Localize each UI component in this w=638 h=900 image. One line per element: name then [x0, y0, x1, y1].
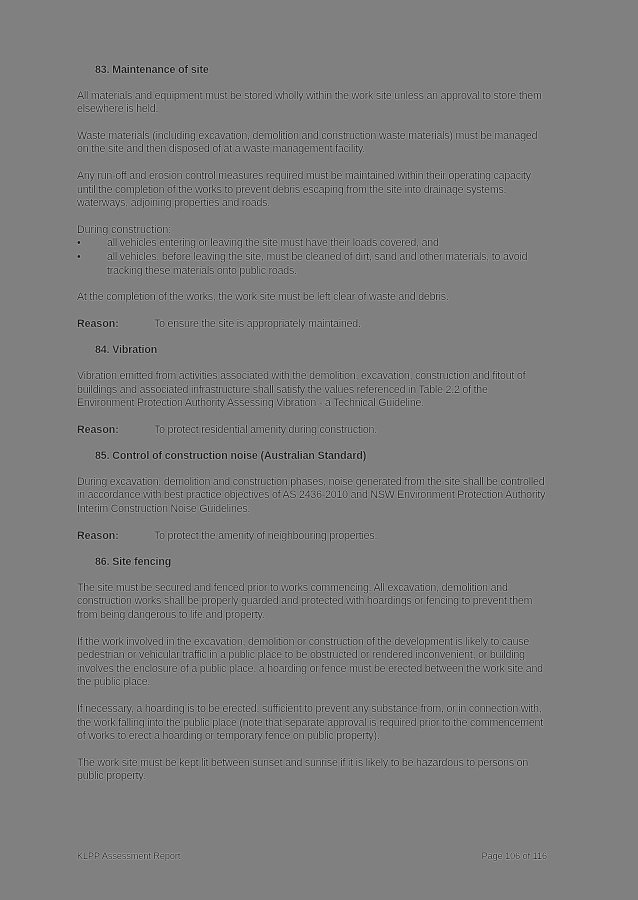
- section-86-paragraph-1: The site must be secured and fenced prior to works commencing. All excavation, demolition and construction works shall be properly guarded and protected with hoardings or fencing to prevent them from being dangerous to life and property.: [77, 581, 533, 622]
- list-item: [77, 237, 547, 251]
- section-83-heading: 83. Maintenance of site: [95, 64, 209, 76]
- page-footer: [77, 850, 547, 864]
- reason-text: To ensure the site is appropriately maintained.: [154, 317, 361, 330]
- section-85-heading: 85. Control of construction noise (Australian Standard): [95, 450, 367, 463]
- section-84-paragraph-1: Vibration emitted from activities associated with the demolition, excavation, construction and fitout of buildings and associated infrastructure shall satisfy the values referenced in Table 2.2 of the Environment Protection Authority Assessing Vibration - a Technical Guideline.: [77, 369, 526, 410]
- section-86-paragraph-3: If necessary, a hoarding is to be erected, sufficient to prevent any substance from, or in connection with, the work falling into the public place (note that separate approval is required prior to the commencement of works to erect a hoarding or temporary fence on public property).: [77, 703, 543, 743]
- section-83-paragraph-2: Waste materials (including excavation, demolition and construction waste materials) must be managed on the site and then disposed of at a waste management facility.: [77, 129, 538, 156]
- reason-label: Reason:: [77, 529, 119, 542]
- section-86-paragraph-4: The work site must be kept lit between sunset and sunrise if it is likely to be hazardous to persons on public property.: [77, 756, 529, 783]
- section-84-reason: [77, 424, 547, 438]
- section-86-paragraph-2: If the work involved in the excavation, demolition or construction of the development is likely to cause pedestrian or vehicular traffic in a public place to be obstructed or rendered inconvenient, or building involves the enclosure of a public place, a hoarding or fence must be erected between the work site and the public place.: [77, 635, 543, 689]
- section-84-heading: 84. Vibration: [95, 344, 158, 357]
- footer-report-title: KLPP Assessment Report: [77, 851, 181, 861]
- reason-label: Reason:: [77, 317, 119, 330]
- section-83-paragraph-1: All materials and equipment must be stored wholly within the work site unless an approval to store them elsewhere is held.: [77, 89, 542, 116]
- section-85-reason: [77, 530, 547, 544]
- section-83-paragraph-3: Any run-off and erosion control measures required must be maintained within their operating capacity until the completion of the works to prevent debris escaping from the site into drainage systems, waterways, adjoining properties and roads.: [77, 169, 531, 210]
- section-85-paragraph-1: During excavation, demolition and construction phases, noise generated from the site shall be controlled in accordance with best practice objectives of AS 2436-2010 and NSW Environment Protection Authority Interim Construction Noise Guidelines.: [77, 475, 546, 516]
- section-83-reason: [77, 318, 547, 332]
- bullet-icon: •: [77, 237, 81, 250]
- reason-text: To protect the amenity of neighbouring properties.: [154, 529, 378, 542]
- list-item-text: all vehicles, before leaving the site, must be cleaned of dirt, sand and other materials, to avoid tracking these materials onto public roads.: [107, 250, 528, 277]
- section-83-closing: At the completion of the works, the work site must be left clear of waste and debris.: [77, 291, 449, 304]
- reason-label: Reason:: [77, 423, 119, 436]
- section-83-list: [77, 237, 547, 278]
- document-page: [77, 64, 547, 797]
- reason-text: To protect residential amenity during construction.: [154, 423, 377, 436]
- section-83-list-intro: During construction:: [77, 223, 172, 236]
- footer-page-number: Page 106 of 116: [481, 851, 547, 861]
- list-item-text: all vehicles entering or leaving the site must have their loads covered, and: [107, 237, 439, 250]
- bullet-icon: •: [77, 250, 81, 263]
- section-86-heading: 86. Site fencing: [95, 556, 172, 569]
- list-item: [77, 251, 547, 278]
